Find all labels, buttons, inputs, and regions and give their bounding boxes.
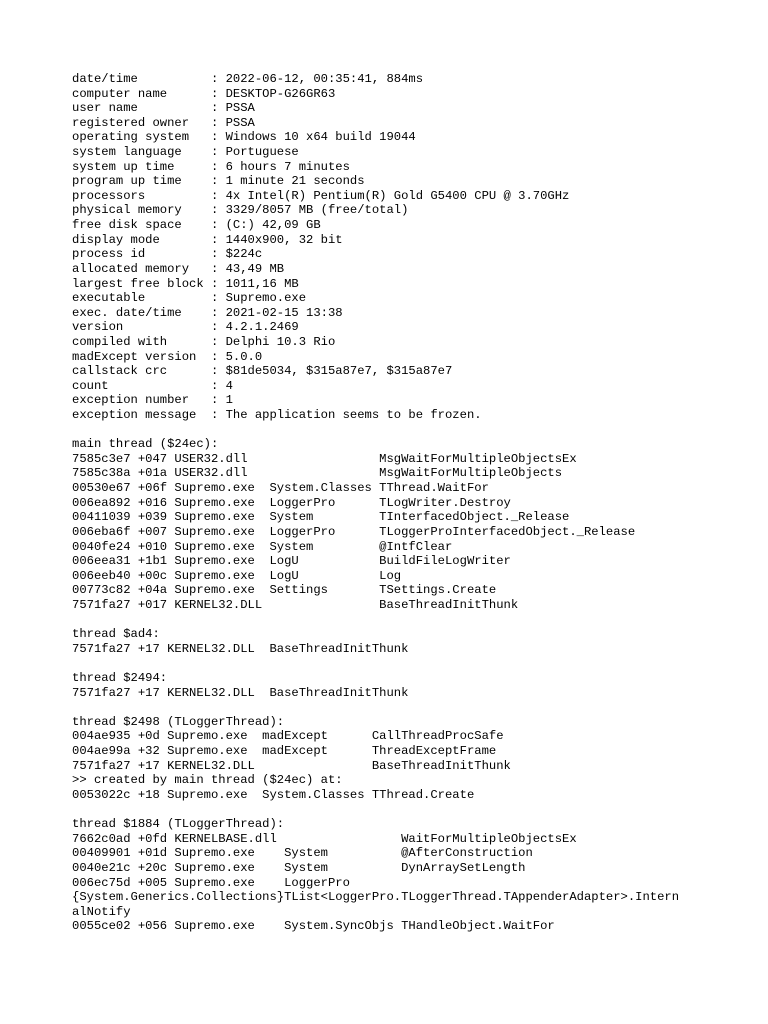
thread-2498-section (72, 715, 679, 803)
report-header-section (72, 72, 679, 423)
main-thread-section (72, 437, 679, 612)
stack-line: 00773c82 +04a Supremo.exe Settings TSettings.Create (72, 583, 497, 598)
stack-line: 7571fa27 +17 KERNEL32.DLL BaseThreadInitThunk (72, 685, 409, 700)
stack-line: 0040fe24 +010 Supremo.exe System @IntfClear (72, 539, 453, 554)
thread-title: thread $2498 (TLoggerThread): (72, 714, 285, 729)
header-line: process id : $224c (72, 247, 263, 262)
stack-line-wrapped: {System.Generics.Collections}TList<LoggerPro.TLoggerThread.TAppenderAdapter>.Intern (72, 890, 680, 905)
header-line: system language : Portuguese (72, 145, 299, 160)
stack-line: 00409901 +01d Supremo.exe System @AfterConstruction (72, 846, 533, 861)
blank-line (72, 700, 679, 715)
stack-line: 7585c3e7 +047 USER32.dll MsgWaitForMultipleObjectsEx (72, 451, 577, 466)
header-line: madExcept version : 5.0.0 (72, 349, 263, 364)
header-line: callstack crc : $81de5034, $315a87e7, $315a87e7 (72, 364, 453, 379)
stack-line: 00530e67 +06f Supremo.exe System.Classes TThread.WaitFor (72, 481, 489, 496)
header-line: exception number : 1 (72, 393, 233, 408)
blank-line (72, 423, 679, 438)
header-line: date/time : 2022-06-12, 00:35:41, 884ms (72, 72, 424, 86)
thread-ad4-section (72, 627, 679, 656)
stack-line: 7571fa27 +17 KERNEL32.DLL BaseThreadInitThunk (72, 758, 511, 773)
stack-line-wrapped: alNotify (72, 904, 131, 919)
stack-line: 004ae99a +32 Supremo.exe madExcept ThreadExceptFrame (72, 744, 497, 759)
thread-title: thread $2494: (72, 670, 168, 685)
blank-line (72, 802, 679, 817)
stack-line: 006ec75d +005 Supremo.exe LoggerPro (72, 875, 350, 890)
blank-line (72, 656, 679, 671)
stack-line: 006eeb40 +00c Supremo.exe LogU Log (72, 568, 402, 583)
header-line: count : 4 (72, 378, 233, 393)
stack-line: 0040e21c +20c Supremo.exe System DynArraySetLength (72, 860, 526, 875)
thread-title: thread $1884 (TLoggerThread): (72, 817, 285, 832)
stack-line: 0053022c +18 Supremo.exe System.Classes TThread.Create (72, 787, 475, 802)
thread-2494-section (72, 671, 679, 700)
header-line: free disk space : (C:) 42,09 GB (72, 218, 321, 233)
bug-report-document (72, 72, 679, 934)
blank-line (72, 613, 679, 628)
stack-line: 7585c38a +01a USER32.dll MsgWaitForMultipleObjects (72, 466, 563, 481)
created-by-note: >> created by main thread ($24ec) at: (72, 773, 343, 788)
header-line: program up time : 1 minute 21 seconds (72, 174, 365, 189)
header-line: version : 4.2.1.2469 (72, 320, 299, 335)
header-line: physical memory : 3329/8057 MB (free/total) (72, 203, 409, 218)
header-line: largest free block : 1011,16 MB (72, 276, 299, 291)
header-line: operating system : Windows 10 x64 build 19044 (72, 130, 416, 145)
header-line: exception message : The application seems to be frozen. (72, 408, 482, 423)
header-line: registered owner : PSSA (72, 115, 255, 130)
header-line: display mode : 1440x900, 32 bit (72, 232, 343, 247)
header-line: compiled with : Delphi 10.3 Rio (72, 334, 336, 349)
header-line: exec. date/time : 2021-02-15 13:38 (72, 305, 343, 320)
stack-line: 7662c0ad +0fd KERNELBASE.dll WaitForMultipleObjectsEx (72, 831, 577, 846)
stack-line: 0055ce02 +056 Supremo.exe System.SyncObjs THandleObject.WaitFor (72, 919, 555, 934)
header-line: processors : 4x Intel(R) Pentium(R) Gold G5400 CPU @ 3.70GHz (72, 188, 570, 203)
thread-title: main thread ($24ec): (72, 437, 219, 452)
stack-line: 006eea31 +1b1 Supremo.exe LogU BuildFileLogWriter (72, 554, 511, 569)
stack-line: 7571fa27 +17 KERNEL32.DLL BaseThreadInitThunk (72, 641, 409, 656)
stack-line: 004ae935 +0d Supremo.exe madExcept CallThreadProcSafe (72, 729, 504, 744)
header-line: executable : Supremo.exe (72, 291, 307, 306)
stack-line: 00411039 +039 Supremo.exe System TInterfacedObject._Release (72, 510, 570, 525)
header-line: system up time : 6 hours 7 minutes (72, 159, 350, 174)
stack-line: 006eba6f +007 Supremo.exe LoggerPro TLoggerProInterfacedObject._Release (72, 524, 636, 539)
header-line: allocated memory : 43,49 MB (72, 261, 285, 276)
thread-title: thread $ad4: (72, 627, 160, 642)
thread-1884-section (72, 817, 679, 934)
stack-line: 7571fa27 +017 KERNEL32.DLL BaseThreadInitThunk (72, 597, 519, 612)
stack-line: 006ea892 +016 Supremo.exe LoggerPro TLogWriter.Destroy (72, 495, 511, 510)
header-line: user name : PSSA (72, 101, 255, 116)
header-line: computer name : DESKTOP-G26GR63 (72, 86, 336, 101)
